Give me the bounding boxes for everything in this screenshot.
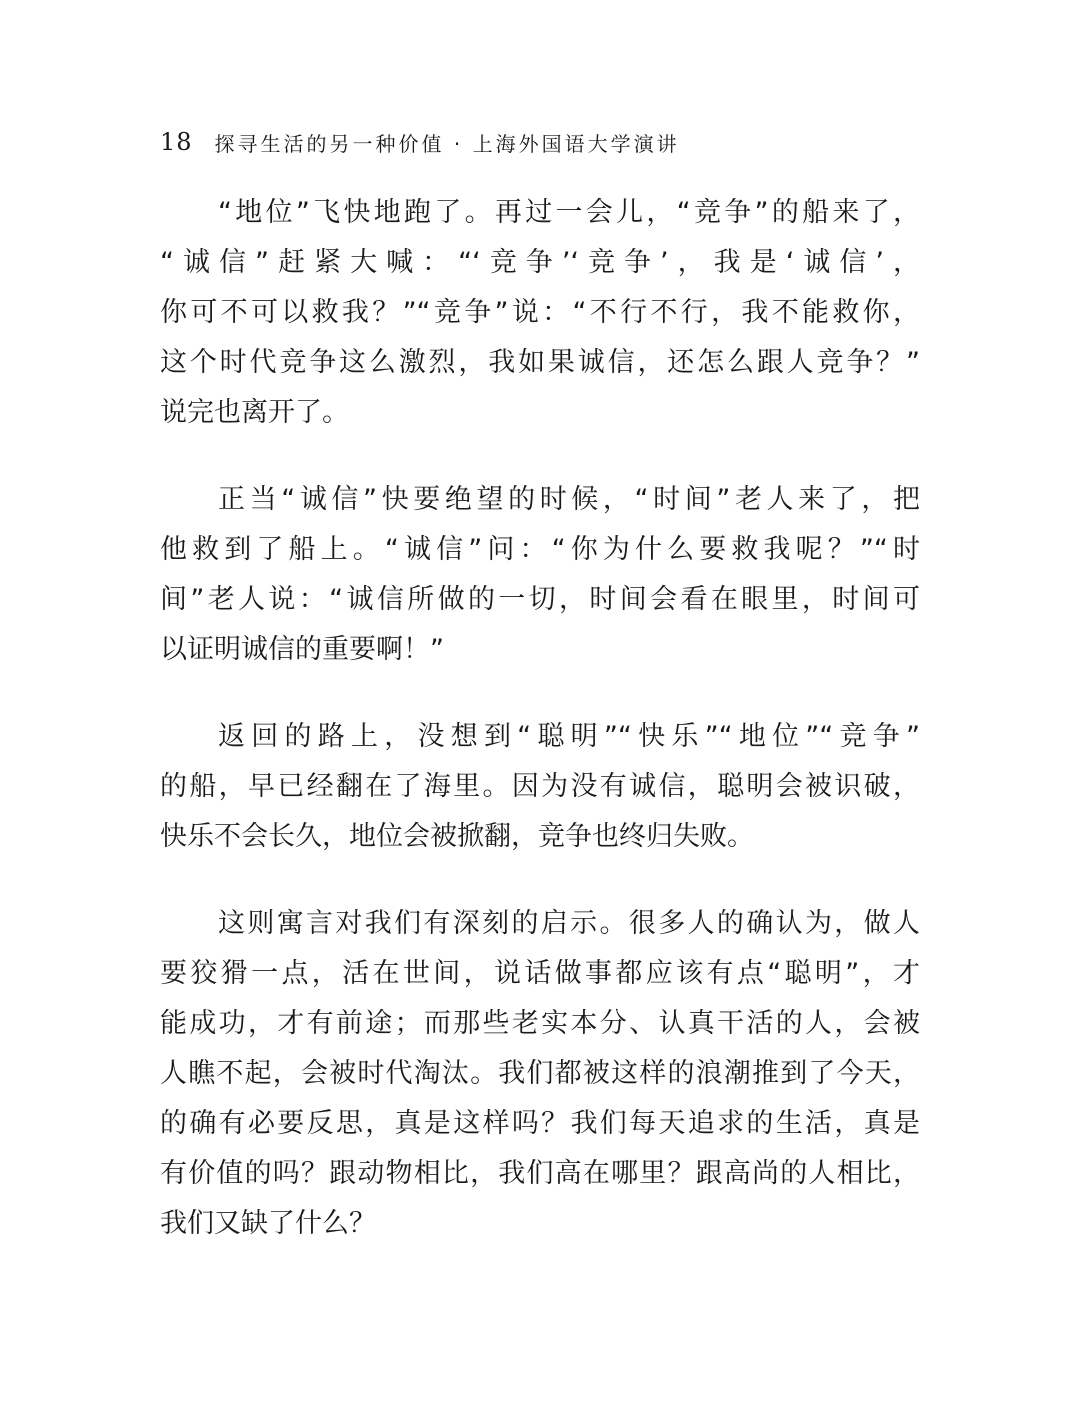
paragraph-4 [160,899,920,1249]
text-line: 你可不可以救我？”“竞争”说：“不行不行，我不能救你， [160,297,920,328]
text-line: 以证明诚信的重要啊！” [160,634,444,665]
text-line: 有价值的吗？跟动物相比，我们高在哪里？跟高尚的人相比， [160,1158,920,1189]
body-text [160,188,920,1286]
text-line: 要狡猾一点，活在世间，说话做事都应该有点“聪明”，才 [160,958,920,989]
text-line: 说完也离开了。 [160,397,349,428]
text-line: 返回的路上，没想到“聪明”“快乐”“地位”“竞争” [218,721,920,752]
book-title: 探寻生活的另一种价值 · 上海外国语大学演讲 [214,131,680,156]
text-line: “地位”飞快地跑了。再过一会儿，“竞争”的船来了， [218,197,920,228]
text-line: “诚信”赶紧大喊：“‘竞争’‘竞争’，我是‘诚信’， [160,247,920,278]
paragraph-2 [160,475,920,675]
text-line: 人瞧不起，会被时代淘汰。我们都被这样的浪潮推到了今天， [160,1058,920,1089]
text-line: 的船，早已经翻在了海里。因为没有诚信，聪明会被识破， [160,771,920,802]
text-line: 他救到了船上。“诚信”问：“你为什么要救我呢？”“时 [160,534,920,565]
text-line: 这则寓言对我们有深刻的启示。很多人的确认为，做人 [218,908,920,939]
text-line: 能成功，才有前途；而那些老实本分、认真干活的人，会被 [160,1008,920,1039]
text-line: 快乐不会长久，地位会被掀翻，竞争也终归失败。 [160,821,754,852]
text-line: 的确有必要反思，真是这样吗？我们每天追求的生活，真是 [160,1108,920,1139]
text-line: 我们又缺了什么？ [160,1208,376,1239]
paragraph-1 [160,188,920,438]
running-header [160,124,680,160]
page-number: 18 [160,128,193,156]
text-line: 这个时代竞争这么激烈，我如果诚信，还怎么跟人竞争？” [160,347,920,378]
text-line: 间”老人说：“诚信所做的一切，时间会看在眼里，时间可 [160,584,920,615]
text-line: 正当“诚信”快要绝望的时候，“时间”老人来了，把 [218,484,920,515]
paragraph-3 [160,712,920,862]
